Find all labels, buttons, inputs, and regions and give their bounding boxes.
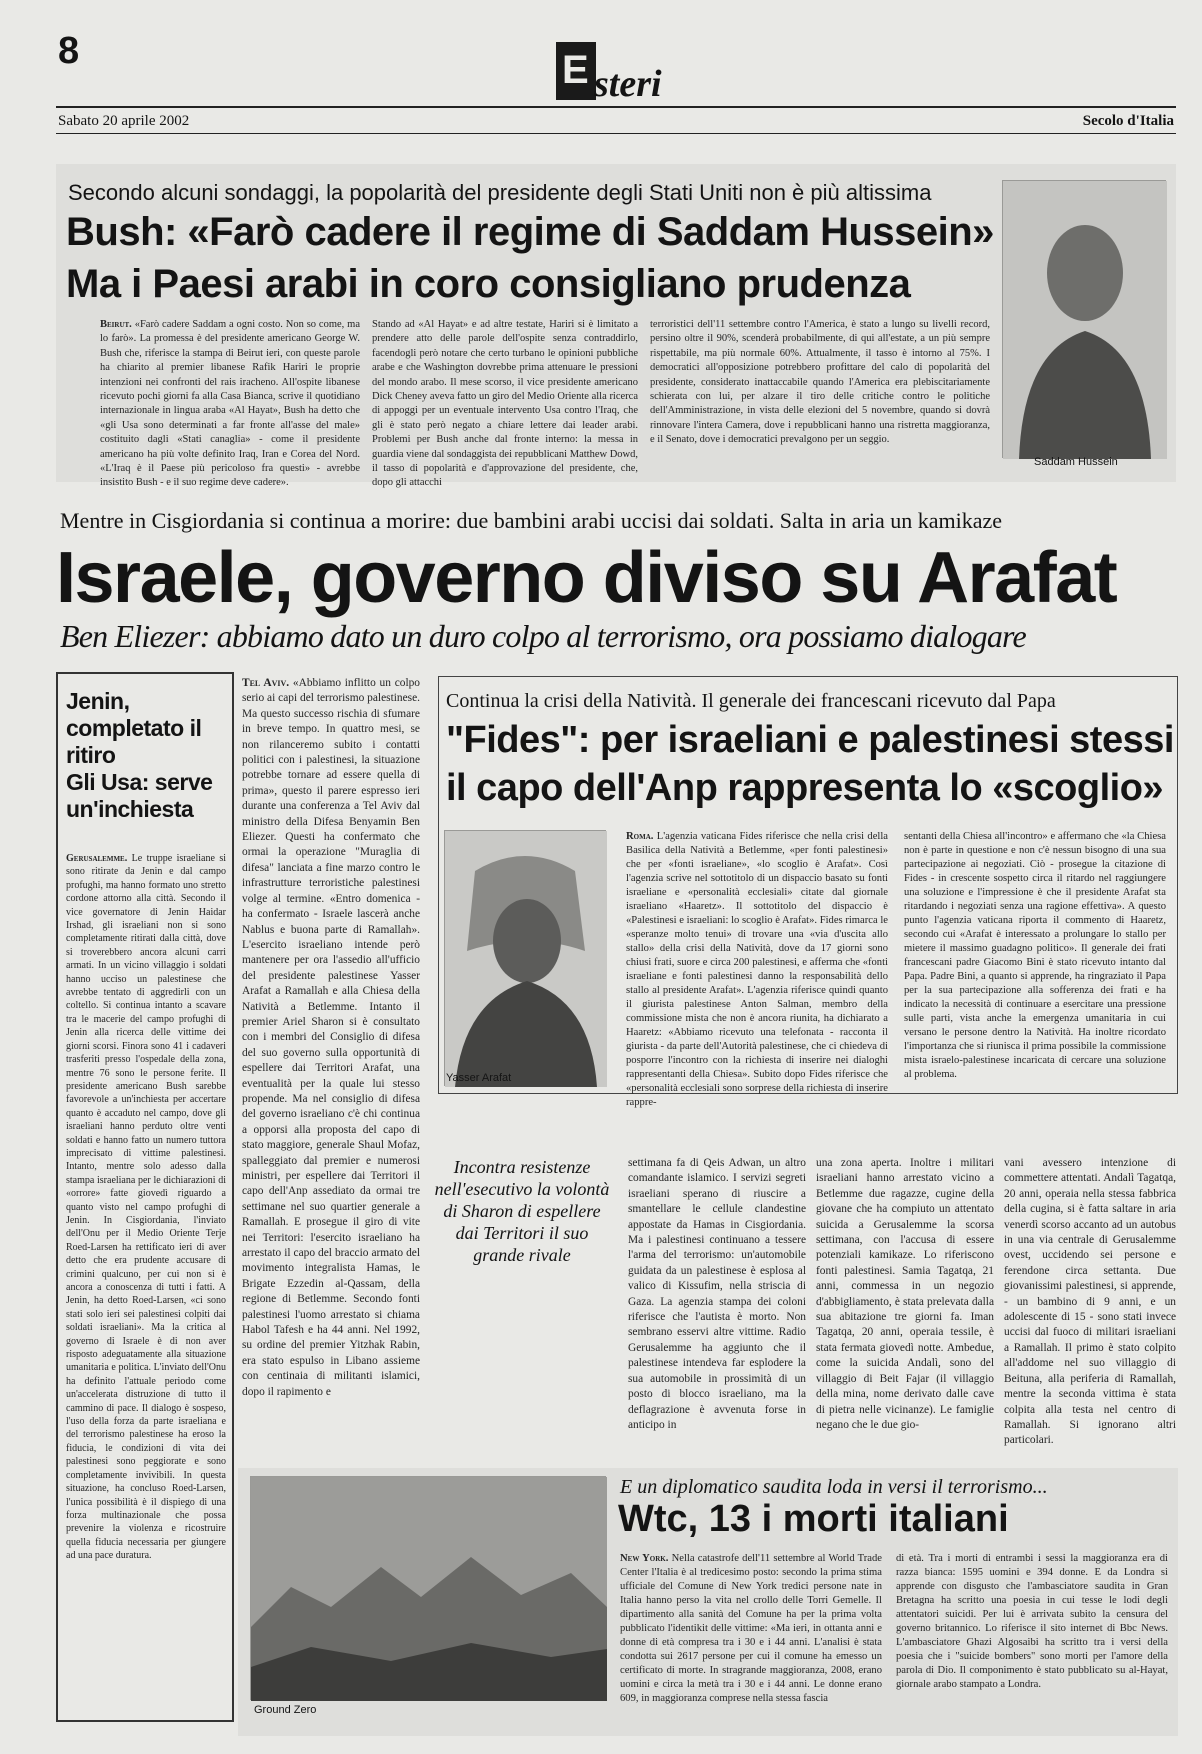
bush-headline-line2: Ma i Paesi arabi in coro consigliano prudenza [66, 262, 911, 306]
israel-column-1 [242, 676, 420, 1466]
israel-deck: Ben Eliezer: abbiamo dato un duro colpo al terrorismo, ora possiamo dialogare [60, 618, 1026, 654]
fides-dateline: Roma. [626, 831, 654, 842]
saddam-photo-caption: Saddam Hussein [1034, 456, 1118, 468]
bush-headline-line1: Bush: «Farò cadere il regime di Saddam Hussein» [66, 210, 994, 254]
israel-kicker: Mentre in Cisgiordania si continua a morire: due bambini arabi uccisi dai soldati. Salta in aria un kamikaze [60, 508, 1003, 533]
bush-column-1 [100, 318, 360, 489]
section-name: steri [594, 63, 662, 105]
sharon-pull-quote: Incontra resistenze nell'esecutivo la volontà di Sharon di espellere dai Territori il suo grande rivale [434, 1157, 610, 1265]
section-initial: E [562, 48, 589, 92]
jenin-headline-line2: Gli Usa: serve un'inchiesta [66, 769, 213, 822]
jenin-body-text: Le truppe israeliane si sono ritirate da Jenin e dal campo profughi, ma hanno formato uno stretto cordone attorno alla città. Secondo il vice governatore di Jenin Haidar Irshad, gli israeliani non si sono completamente ritirati dalla città, dove si troverebbero ancora alcuni carri armati. In un vicino villaggio i soldati hanno ucciso un palestinese che avrebbe tentato di aggredirli con un coltello. Si continua intanto a scavare tra le macerie del campo profughi di Jenin alla ricerca delle vittime dei giorni scorsi. Finora sono 41 i cadaveri trasferiti presso l'ospedale della zona, mentre 76 sono le persone ferite. Il presidente americano Bush sarebbe favorevole a un'inchiesta per accertare quanto è accaduto nel campo, dove gli israeliani hanno perduto oltre venti soldati e hanno fatto un numero tuttora imprecisato di vittime palestinesi. Intanto, mentre solo adesso dalla stampa israeliana per le dichiarazioni di «orrore» fatte giovedì riguardo a quanto visto nel campo profughi di Jenin. In Cisgiordania, l'inviato dell'Onu per il Medio Oriente Terje Roed-Larsen ha rettificato ieri di aver detto che era prudente accusare di crimini qualcuno, per cui non si è ancora a conoscenza di tutti i fatti. A Jenin, ha detto Roed-Larsen, «ci sono stati solo ieri sei palestinesi colpiti dai soldati israeliani». Ma la critica al governo di Israele è di non aver risposto adeguatamente alla situazione umanitaria e politica. L'inviato dell'Onu ha definito l'attuale periodo come un'accelerata distruzione di tutto il cammino di pace. Il dialogo è sospeso, l'uso della forza da parte israeliana e del terrorismo palestinese ha eroso la fiducia, le condizioni di vita dei palestinesi sono peggiorate e sono completamente invivibili. In questa situazione, ha concluso Roed-Larsen, l'unica possibilità è il dispiego di una forza multinazionale che possa prevenire la violenza e ricostruire quella fiducia necessaria per giungere ad una pace duratura. [66, 853, 226, 1562]
fides-headline-line1: "Fides": per israeliani e palestinesi stessi [446, 719, 1174, 761]
wtc-kicker: E un diplomatico saudita loda in versi il terrorismo... [620, 1476, 1048, 1498]
fides-column-2: sentanti della Chiesa all'incontro» e affermano che «la Chiesa non è parte in questione e non c'è nessun bisogno di una sua partecipazione ai negoziati. Ciò - prosegue la citazione di Fides - in crescente sospetto circa il ritardo nel raggiungere una soluzione e l'impressione è che il presidente Arafat sta ritardando i negoziati senza una ragione effettiva». A questo punto l'agenzia vaticana riporta il commento di Haaretz, secondo cui «Arafat è interessato a prolungare lo stallo per mietere il massimo guadagno politico». Il generale dei frati francescani padre Giacomo Bini è stato ricevuto intanto dal Papa. Padre Bini, a quanto si apprende, ha ringraziato il Papa per la sua partecipazione alla sofferenza dei frati e ha indicato la necessità di continuare a esercitare una pressione sulle parti, vista anche la emergenza umanitaria in cui versano le persone dentro la Natività. Ha inoltre ricordato l'importanza che si riunisca il prima possibile la commissione mista israelo-palestinese incaricata di cercare una soluzione al problema. [904, 831, 1166, 1080]
bush-column-3: terroristici dell'11 settembre contro l'America, è stato a lungo su livelli record, persino oltre il 90%, scenderà probabilmente, di qui all'estate, a un più sempre rispettabile, ma più normale 60%. Attualmente, il tasso è intorno al 75%. I democratici all'opposizione potrebbero profittare del calo di popolarità del presidente, considerato inattaccabile quando l'America era plebiscitariamente schierata con lui, per alzare il tiro delle critiche contro le politiche dell'Amministrazione, in vista delle elezioni del 5 novembre, quando si dovrà rinnovare l'intera Camera, dove i repubblicani hanno una ristretta maggioranza, e il Senato, dove i democratici prevalgono per un seggio. [650, 319, 990, 446]
bush-column-1-text: «Farò cadere Saddam a ogni costo. Non so come, ma lo farò». La promessa è del presidente americano George W. Bush che, riferisce la stampa di Beirut ieri, con queste parole ha chiarito al premier libanese Rafik Hariri le proprie intenzioni nei confronti del rais iracheno. All'ospite libanese ricevuto pochi giorni fa alla Casa Bianca, scrive il quotidiano internazionale in lingua araba «Al Hayat», Bush ha detto che «gli Usa sono determinati a far fronte all'asse del male» costituito dagli «Stati canaglia» - come il presidente americano ha più volte definito Iraq, Iran e Corea del Nord. «L'Iraq è il Paese più pericoloso fra questi» - avrebbe insistito Bush - e il suo regime deve cadere». [100, 319, 360, 489]
wtc-column-1 [620, 1552, 882, 1730]
israel-column-2: settimana fa di Qeis Adwan, un altro comandante islamico. I servizi segreti israeliani sperano di riuscire a smantellare le cellule clandestine appostate da Hamas in Cisgiordania. Ma i palestinesi continuano a tessere l'arma del terrorismo: un'automobile guidata da un palestinese è esplosa al valico di Kissufim, nella striscia di Gaza. La agenzia stampa dei coloni riferisce che l'autista è morto. Non sembrano esservi altre vittime. Radio Gerusalemme ha aggiunto che il palestinese intendeva far esplodere la sua automobile in prossimità di un posto di blocco israeliano, ma la deflagrazione è avvenuta forse in anticipo in [628, 1157, 806, 1431]
jenin-body [66, 852, 226, 1712]
israel-column-1-text: «Abbiamo inflitto un colpo serio ai capi del terrorismo palestinese. Ma questo successo rischia di sfumare in breve tempo. In quattro mesi, se non rilanceremo subito i contatti politici con i palestinesi, la situazione potrebbe tornare ad essere quella di prima», questo il parere espresso ieri durante una conferenza a Tel Aviv dal ministro della Difesa Benyamin Ben Eliezer. Questi ha confermato che ormai la operazione "Muraglia di difesa" lanciata a fine marzo contro le infrastrutture terroristiche palestinesi volge al termine. «Entro domenica - ha confermato - Israele lascerà anche Nablus e buona parte di Ramallah». L'esercito israeliano intende però mantenere per ora l'assedio all'ufficio del presidente palestinese Yasser Arafat a Ramallah e alla Chiesa della Natività a Betlemme. Intanto il premier Ariel Sharon si è consultato con i membri del Consiglio di difesa del suo governo sulla opportunità di espellere dai Territori Arafat, una eventualità per la quale lui stesso propende. Ma nel consiglio di difesa del governo israeliano c'è chi continua a opporsi alla proposta del capo di stato maggiore, generale Shaul Mofaz, spalleggiato dal premier e numerosi ministri, per espellere dai Territori il capo dell'Anp assediato da ormai tre settimane nel suo quartier generale a Ramallah. E prosegue il giro di vite nei Territori: l'esercito israeliano ha arrestato il capo del braccio armato del movimento integralista Hamas, le Brigate Ezzedin al-Qassam, della regione di Betlemme. Secondo fonti palestinesi l'uomo arrestato si chiama Habol Tafesh e ha 44 anni. Nel 1992, su ordine del premier Yitzhak Rabin, era stato espulso in Libano assieme con centinaia di militanti islamici, dopo il rapimento e [242, 677, 420, 1398]
portrait-silhouette-icon [1003, 181, 1167, 459]
arafat-photo [444, 830, 606, 1086]
wtc-headline: Wtc, 13 i morti italiani [618, 1498, 1009, 1540]
ground-zero-photo [250, 1476, 606, 1700]
masthead-rule-bottom [56, 133, 1176, 134]
fides-column-1-text: L'agenzia vaticana Fides riferisce che nella crisi della Basilica della Natività a Betlemme, «per fonti palestinesi» che per «fonti israeliane», «lo scoglio è Arafat». Così l'agenzia scrive nel sottotitolo di un dispaccio basato su fonti israeliane e «personalità ecclesiali» citate dal giornale israeliano «Haaretz». Il sottotitolo del dispaccio è «Palestinesi e israeliani: lo scoglio è Arafat». Fides rimarca le «speranze molto tenui» di trovare una «via d'uscita allo stallo» della crisi della Natività, dove da 17 giorni sono chiusi frati, suore e circa 200 palestinesi, e afferma che «fonti israeliane e fonti palestinesi danno la responsabilità dello stallo al presidente Arafat». L'agenzia riferisce quindi quanto il giurista palestinese Anton Salman, membro della commissione mista che non è ancora riunita, ha dichiarato a Haaretz: «Abbiamo ricevuto una telefonata - racconta il giurista - da parte dell'Autorità palestinese, che ci chiedeva di posporre l'incontro con la richiesta di inserire nei dialoghi rappresentanti della Chiesa». Subito dopo Fides riferisce che «personalità ecclesiali sono sorprese della richiesta di inserire rappre- [626, 831, 888, 1108]
israel-column-4: vani avessero intenzione di commettere attentati. Andalì Tagatqa, 20 anni, operaia nella stessa fabbrica della cugina, si è fatta saltare in aria venerdì scorso accanto ad un autobus in una via centrale di Gerusalemme ovest, uccidendo sei persone e ferendone circa settanta. Due giovanissimi palestinesi, si apprende, - un bambino di 9 anni, e un adolescente di 15 - sono stati invece uccisi dal fuoco di militari israeliani a Ramallah. Il primo è stato colpito all'addome nel suo villaggio di Beituna, alla periferia di Ramallah, mentre la seconda vittima è stata colpita alla testa nel centro di Ramallah. Si ignorano altri particolari. [1004, 1157, 1176, 1447]
israel-headline: Israele, governo diviso su Arafat [56, 538, 1117, 618]
bush-headline [66, 206, 994, 310]
fides-headline [446, 716, 1174, 812]
bush-dateline: Beirut. [100, 319, 132, 330]
wtc-column-2: di età. Tra i morti di entrambi i sessi la maggioranza era di razza bianca: 1595 uomini e 394 donne. E da Londra si apprende con disgusto che l'ambasciatore saudita in Gran Bretagna ha scritto una poesia in cui tesse le lodi degli attentatori suicidi. Per lui è arrivata subito la censura del governo britannico. Lo riferisce il sito internet di Bbc News. L'ambasciatore Ghazi Algosaibi ha scritto tra i versi della poesia che i "suicide bombers" sono morti per l'amore della parola di Dio. Il componimento è stato pubblicato su al-Hayat, giornale arabo stampato a Londra. [896, 1553, 1168, 1690]
israel-column-3: una zona aperta. Inoltre i militari israeliani hanno arrestato vicino a Betlemme due ragazze, cugine della giovane che ha compiuto un attentato suicida a Gerusalemme la scorsa settimana, con l'accusa di essere potenziali kamikaze. Lo riferiscono fonti palestinesi. Samia Tagatqa, 21 anni, commessa in un negozio d'abbigliamento, è stata prelevata dalla sua abitazione tre giorni fa. Iman Tagatqa, 20 anni, operaia tessile, è stata fermata giovedì notte. Ambedue, come la suicida Andalì, sono del villaggio di Beit Fajar (il villaggio della mina, nome derivato dalle cave di pietra nelle vicinanze). Le famiglie negano che le due gio- [816, 1157, 994, 1431]
jenin-headline-line1: Jenin, completato il ritiro [66, 688, 202, 768]
ruins-scene-icon [251, 1477, 607, 1701]
bush-kicker: Secondo alcuni sondaggi, la popolarità del presidente degli Stati Uniti non è più altissima [68, 180, 932, 205]
fides-headline-line2: il capo dell'Anp rappresenta lo «scoglio» [446, 767, 1164, 809]
fides-column-1 [626, 830, 888, 1108]
portrait-silhouette-icon [445, 831, 607, 1087]
fides-kicker: Continua la crisi della Natività. Il generale dei francescani ricevuto dal Papa [446, 690, 1056, 712]
issue-date: Sabato 20 aprile 2002 [58, 113, 190, 129]
masthead-rule [56, 106, 1176, 108]
ground-zero-caption: Ground Zero [254, 1704, 317, 1716]
wtc-column-1-text: Nella catastrofe dell'11 settembre al World Trade Center l'Italia è al tredicesimo posto: secondo la prima stima ufficiale del Comune di New York tredici persone nate in Italia hanno perso la vita nel crollo delle Torri Gemelle. Il dipartimento alla sanità del Comune ha per la prima volta pubblicato l'identikit delle vittime: «Ma ieri, in ottanta anni e donne di età compresa tra i 30 e i 44 anni. L'analisi è stata condotta sui 2617 persone per cui il comune ha emesso un certificato di morte. In stragrande maggioranza, 2008, erano uomini e circa la metà tra i 30 e i 44 anni. Le donne erano 609, in maggioranza comprese nella stessa fascia [620, 1553, 882, 1704]
israel-dateline: Tel Aviv. [242, 677, 290, 689]
jenin-dateline: Gerusalemme. [66, 853, 128, 864]
arafat-photo-caption: Yasser Arafat [446, 1072, 512, 1084]
jenin-headline [66, 688, 230, 823]
newspaper-name: Secolo d'Italia [1082, 113, 1174, 129]
saddam-photo [1002, 180, 1166, 458]
wtc-dateline: New York. [620, 1553, 669, 1564]
bush-column-2: Stando ad «Al Hayat» e ad altre testate, Hariri si è limitato a prendere atto delle parole dell'ospite senza contraddirlo, facendogli però notare che certo turbano le opinioni pubbliche arabe e che Washington dovrebbe prima attenuare le pressioni del mondo arabo. Il mese scorso, il vice presidente americano Dick Cheney aveva fatto un giro del Medio Oriente alla ricerca di appoggi per un eventuale intervento Usa contro l'Iraq, che gli è stato però negato a chiare lettere dai leader arabi. Problemi per Bush anche dal fronte interno: la messa in guardia viene dal sondaggista dei repubblicani Matthew Dowd, il tasso di popolarità e d'approvazione del presidente, che, dopo gli attacchi [372, 319, 638, 489]
page-number: 8 [58, 30, 80, 72]
